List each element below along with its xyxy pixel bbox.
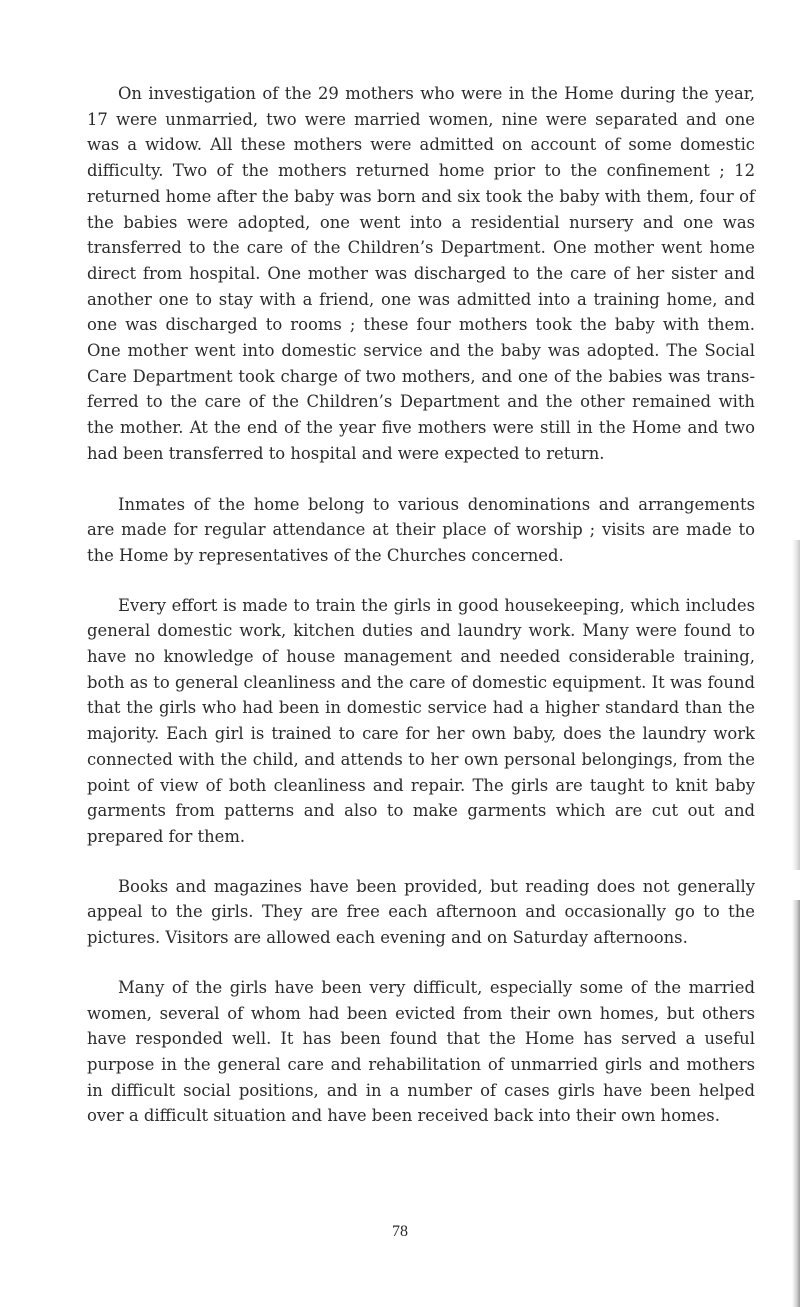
paragraph-denominations: Inmates of the home belong to various denominations and arrangements are made for regular attendance at their place of worship ; visits are made to the Home by representatives of the Churches concerned.: [87, 494, 755, 565]
scan-edge-shadow: [792, 900, 800, 1307]
scan-edge-shadow: [792, 540, 800, 870]
paragraph-outcomes: Many of the girls have been very difficult, especially some of the married women, several of whom had been evicted from their own homes, but others have responded well. It has been found that the Home has served a useful purpose in the general care and rehabilitation of unmarried girls and mothers in difficult social positions, and in a number of cases girls have been helped over a difficult situation and have been received back into their own homes.: [87, 977, 755, 1126]
paragraph-books-and-visitors: Books and magazines have been provided, but reading does not generally appeal to the girls. They are free each afternoon and occasionally go to the pictures. Visitors are allowed each evening and on Saturday afternoons.: [87, 876, 755, 948]
page-number: 78: [392, 1223, 408, 1240]
paragraph-mothers-investigation: On investigation of the 29 mothers who were in the Home during the year, 17 were unmarried, two were married women, nine were separated and one was a widow. All these mothers were admitted on account of some domestic difficulty. Two of the mothers returned home prior to the confinement ; 12 returned home after the baby was born and six took the baby with them, four of the babies were adopted, one went into a residential nursery and one was transferred to the care of the Children’s Department. One mother went home direct from hospital. One mother was discharged to the care of her sister and another one to stay with a friend, one was admitted into a training home, and one was discharged to rooms ; these four mothers took the baby with them. One mother went into domestic service and the baby was adopted. The Social Care Department took charge of two mothers, and one of the babies was transferred to the care of the Children’s Department and the other remained with the mother. At the end of the year five mothers were still in the Home and two had been transferred to hospital and were expected to return.: [87, 84, 755, 463]
paragraph-housekeeping-training: Every effort is made to train the girls in good housekeeping, which includes general domestic work, kitchen duties and laundry work. Many were found to have no knowledge of house management and needed considerable training, both as to general cleanliness and the care of domestic equipment. It was found that the girls who had been in domestic service had a higher standard than the majority. Each girl is trained to care for her own baby, does the laundry work connected with the child, and attends to her own personal belongings, from the point of view of both cleanliness and repair. The girls are taught to knit baby garments from patterns and also to make garments which are cut out and prepared for them.: [87, 595, 755, 846]
document-body: [87, 81, 755, 1153]
